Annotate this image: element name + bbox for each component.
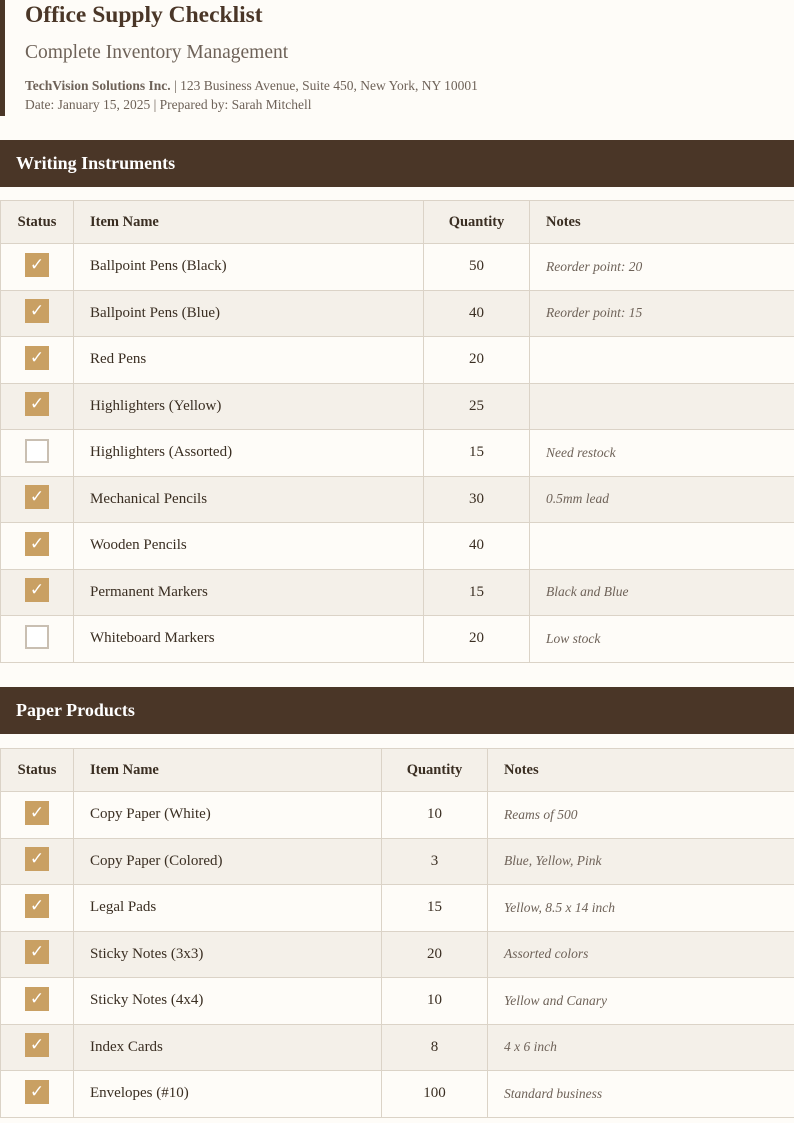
checked-checkbox[interactable] bbox=[25, 299, 49, 323]
table-row bbox=[1, 978, 794, 1025]
status-cell bbox=[1, 430, 74, 477]
status-cell bbox=[1, 792, 74, 839]
item-name: Whiteboard Markers bbox=[74, 616, 424, 663]
checked-checkbox[interactable] bbox=[25, 253, 49, 277]
checked-checkbox[interactable] bbox=[25, 801, 49, 825]
status-cell bbox=[1, 1071, 74, 1118]
table-row bbox=[1, 616, 794, 663]
table-row bbox=[1, 383, 794, 430]
item-notes: Need restock bbox=[530, 430, 794, 477]
item-notes: Yellow and Canary bbox=[488, 978, 794, 1025]
checked-checkbox[interactable] bbox=[25, 346, 49, 370]
status-cell bbox=[1, 290, 74, 337]
section-header-writing-instruments: Writing Instruments bbox=[0, 140, 794, 187]
document-title: Office Supply Checklist bbox=[25, 2, 263, 28]
status-cell bbox=[1, 616, 74, 663]
item-quantity: 3 bbox=[382, 838, 488, 885]
item-notes: Blue, Yellow, Pink bbox=[488, 838, 794, 885]
table-row bbox=[1, 523, 794, 570]
status-cell bbox=[1, 838, 74, 885]
company-info bbox=[25, 78, 478, 94]
item-name: Highlighters (Assorted) bbox=[74, 430, 424, 477]
table-row bbox=[1, 1071, 794, 1118]
item-quantity: 25 bbox=[424, 383, 530, 430]
status-cell bbox=[1, 931, 74, 978]
item-notes: 4 x 6 inch bbox=[488, 1024, 794, 1071]
column-header-quantity: Quantity bbox=[382, 749, 488, 792]
item-notes bbox=[530, 383, 794, 430]
company-name: TechVision Solutions Inc. bbox=[25, 78, 171, 93]
item-name: Red Pens bbox=[74, 337, 424, 384]
section-header-paper-products: Paper Products bbox=[0, 687, 794, 734]
item-notes: Reorder point: 20 bbox=[530, 244, 794, 291]
item-name: Legal Pads bbox=[74, 885, 382, 932]
table-row bbox=[1, 885, 794, 932]
item-notes bbox=[530, 523, 794, 570]
company-address: | 123 Business Avenue, Suite 450, New York, NY 10001 bbox=[170, 78, 478, 93]
table-row bbox=[1, 244, 794, 291]
item-quantity: 10 bbox=[382, 978, 488, 1025]
status-cell bbox=[1, 523, 74, 570]
unchecked-checkbox[interactable] bbox=[25, 439, 49, 463]
checked-checkbox[interactable] bbox=[25, 485, 49, 509]
item-notes: Standard business bbox=[488, 1071, 794, 1118]
unchecked-checkbox[interactable] bbox=[25, 625, 49, 649]
item-name: Sticky Notes (3x3) bbox=[74, 931, 382, 978]
paper-products-rows bbox=[1, 792, 794, 1118]
item-name: Index Cards bbox=[74, 1024, 382, 1071]
paper-products-table bbox=[0, 748, 794, 1118]
item-quantity: 15 bbox=[424, 569, 530, 616]
item-notes: Assorted colors bbox=[488, 931, 794, 978]
checked-checkbox[interactable] bbox=[25, 940, 49, 964]
status-cell bbox=[1, 1024, 74, 1071]
status-cell bbox=[1, 569, 74, 616]
item-name: Permanent Markers bbox=[74, 569, 424, 616]
status-cell bbox=[1, 337, 74, 384]
item-name: Ballpoint Pens (Black) bbox=[74, 244, 424, 291]
column-header-status: Status bbox=[1, 749, 74, 792]
checked-checkbox[interactable] bbox=[25, 392, 49, 416]
table-row bbox=[1, 838, 794, 885]
document-header bbox=[0, 0, 794, 116]
item-notes: Reams of 500 bbox=[488, 792, 794, 839]
status-cell bbox=[1, 885, 74, 932]
item-name: Wooden Pencils bbox=[74, 523, 424, 570]
item-quantity: 40 bbox=[424, 523, 530, 570]
item-name: Copy Paper (White) bbox=[74, 792, 382, 839]
checked-checkbox[interactable] bbox=[25, 1080, 49, 1104]
status-cell bbox=[1, 978, 74, 1025]
column-header-item-name: Item Name bbox=[74, 749, 382, 792]
status-cell bbox=[1, 383, 74, 430]
item-notes: Yellow, 8.5 x 14 inch bbox=[488, 885, 794, 932]
item-quantity: 20 bbox=[382, 931, 488, 978]
column-header-status: Status bbox=[1, 201, 74, 244]
writing-instruments-rows bbox=[1, 244, 794, 663]
table-row bbox=[1, 792, 794, 839]
table-row bbox=[1, 337, 794, 384]
item-name: Envelopes (#10) bbox=[74, 1071, 382, 1118]
item-name: Sticky Notes (4x4) bbox=[74, 978, 382, 1025]
item-quantity: 40 bbox=[424, 290, 530, 337]
item-quantity: 10 bbox=[382, 792, 488, 839]
document-subtitle: Complete Inventory Management bbox=[25, 42, 289, 63]
column-header-notes: Notes bbox=[530, 201, 794, 244]
checked-checkbox[interactable] bbox=[25, 894, 49, 918]
writing-instruments-table bbox=[0, 200, 794, 663]
column-header-notes: Notes bbox=[488, 749, 794, 792]
item-quantity: 20 bbox=[424, 337, 530, 384]
item-notes: Low stock bbox=[530, 616, 794, 663]
column-header-item-name: Item Name bbox=[74, 201, 424, 244]
checked-checkbox[interactable] bbox=[25, 532, 49, 556]
item-name: Mechanical Pencils bbox=[74, 476, 424, 523]
item-name: Highlighters (Yellow) bbox=[74, 383, 424, 430]
checked-checkbox[interactable] bbox=[25, 847, 49, 871]
item-quantity: 8 bbox=[382, 1024, 488, 1071]
table-row bbox=[1, 430, 794, 477]
checked-checkbox[interactable] bbox=[25, 1033, 49, 1057]
table-row bbox=[1, 1024, 794, 1071]
item-quantity: 15 bbox=[382, 885, 488, 932]
column-header-quantity: Quantity bbox=[424, 201, 530, 244]
table-row bbox=[1, 476, 794, 523]
item-name: Copy Paper (Colored) bbox=[74, 838, 382, 885]
status-cell bbox=[1, 476, 74, 523]
table-header-row bbox=[1, 749, 794, 792]
date-and-preparer: Date: January 15, 2025 | Prepared by: Sarah Mitchell bbox=[25, 97, 312, 112]
item-quantity: 100 bbox=[382, 1071, 488, 1118]
item-notes: 0.5mm lead bbox=[530, 476, 794, 523]
item-notes: Black and Blue bbox=[530, 569, 794, 616]
item-quantity: 30 bbox=[424, 476, 530, 523]
checked-checkbox[interactable] bbox=[25, 987, 49, 1011]
table-row bbox=[1, 569, 794, 616]
item-quantity: 20 bbox=[424, 616, 530, 663]
item-name: Ballpoint Pens (Blue) bbox=[74, 290, 424, 337]
item-quantity: 15 bbox=[424, 430, 530, 477]
item-notes bbox=[530, 337, 794, 384]
status-cell bbox=[1, 244, 74, 291]
table-row bbox=[1, 931, 794, 978]
item-quantity: 50 bbox=[424, 244, 530, 291]
item-notes: Reorder point: 15 bbox=[530, 290, 794, 337]
table-header-row bbox=[1, 201, 794, 244]
table-row bbox=[1, 290, 794, 337]
checked-checkbox[interactable] bbox=[25, 578, 49, 602]
